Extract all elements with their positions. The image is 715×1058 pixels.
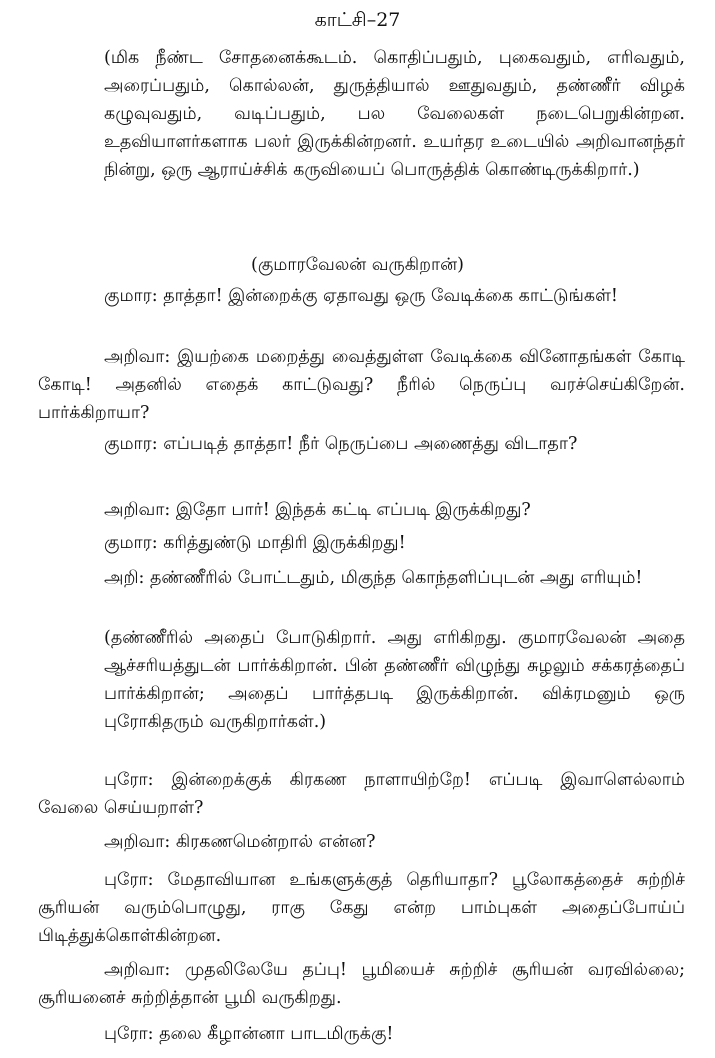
dialogue-text: இயற்கை மறைத்து வைத்துள்ள வேடிக்கை வினோதங்கள் கோடி கோடி! அதனில் எதைக் காட்டுவது? நீரில் நெருப்பு வரச்செய்கிறேன். பார்க்கிறாயா? (38, 347, 685, 423)
dialogue-entry (38, 529, 685, 557)
dialogue-text: எப்படித் தாத்தா! நீர் நெருப்பை அணைத்து விடாதா? (163, 434, 578, 454)
dialogue-entry (38, 828, 685, 856)
dialogue-entry (38, 430, 685, 458)
speaker-name: புரோ: (104, 870, 154, 890)
speaker-name: குமார: (104, 533, 158, 553)
dialogue-text: இன்றைக்குக் கிரகண நாளாயிற்றே! எப்படி இவாளெல்லாம் வேலை செய்யறாள்? (38, 770, 685, 818)
dialogue-text: கிரகணமென்றால் என்ன? (175, 832, 376, 852)
dialogue-entry (38, 866, 685, 950)
speaker-name: குமார: (104, 434, 158, 454)
speaker-name: குமார: (104, 286, 158, 306)
dialogue-text: தாத்தா! இன்றைக்கு ஏதாவது ஒரு வேடிக்கை காட்டுங்கள்! (163, 286, 618, 306)
dialogue-text: கரித்துண்டு மாதிரி இருக்கிறது! (163, 533, 406, 553)
dialogue-text: தலை கீழான்னா பாடமிருக்கு! (159, 1024, 394, 1044)
dialogue-text: இதோ பார்! இந்தக் கட்டி எப்படி இருக்கிறது? (175, 500, 531, 520)
scene-title: காட்சி–27 (314, 9, 401, 31)
stage-direction-text: (மிக நீண்ட சோதனைக்கூடம். கொதிப்பதும், புகைவதும், எரிவதும், அரைப்பதும், கொல்லன், துருத்தியால் ஊதுவதும், தண்ணீர் விழக் கழுவுவதும், வடிப்பதும், பல வேலைகள் நடைபெறுகின்றன. உதவியாளர்களாக பலர் இருக்கின்றனர். உயர்தர உடையில் அறிவானந்தர் நின்று, ஒரு ஆராய்ச்சிக் கருவியைப் பொருத்திக் கொண்டிருக்கிறார்.) (104, 48, 685, 180)
dialogue-entry (38, 564, 685, 592)
dialogue-text: மேதாவியான உங்களுக்குத் தெரியாதா? பூலோகத்தைச் சுற்றிச் சூரியன் வரும்பொழுது, ராகு கேது என்ற பாம்புகள் அதைப்போய்ப் பிடித்துக்கொள்கின்றன. (38, 870, 685, 946)
dialogue-text: தண்ணீரில் போட்டதும், மிகுந்த கொந்தளிப்புடன் அது எரியும்! (149, 568, 643, 588)
stage-direction-opening (104, 44, 685, 184)
stage-direction-entrance: (குமாரவேலன் வருகிறான்) (251, 255, 464, 275)
speaker-name: அறிவா: (104, 347, 171, 367)
dialogue-entry (38, 496, 685, 524)
speaker-name: அறிவா: (104, 832, 171, 852)
speaker-name: அறி: (104, 568, 145, 588)
dialogue-entry (38, 343, 685, 427)
speaker-name: புரோ: (104, 770, 154, 790)
dialogue-text: முதலிலேயே தப்பு! பூமியைச் சுற்றிச் சூரியன் வரவில்லை; சூரியனைச் சுற்றித்தான் பூமி வருகிறது. (38, 960, 685, 1008)
dialogue-entry (38, 956, 685, 1012)
stage-direction-action (104, 624, 685, 736)
dialogue-entry (38, 282, 685, 310)
dialogue-entry (38, 766, 685, 822)
dialogue-entry (38, 1020, 685, 1048)
stage-direction-text: (தண்ணீரில் அதைப் போடுகிறார். அது எரிகிறது. குமாரவேலன் அதை ஆச்சரியத்துடன் பார்க்கிறான். பின் தண்ணீர் விழுந்து சுழலும் சக்கரத்தைப் பார்க்கிறான்; அதைப் பார்த்தபடி இருக்கிறான். விக்ரமனும் ஒரு புரோகிதரும் வருகிறார்கள்.) (104, 628, 685, 732)
speaker-name: அறிவா: (104, 960, 171, 980)
speaker-name: புரோ: (104, 1024, 154, 1044)
speaker-name: அறிவா: (104, 500, 171, 520)
